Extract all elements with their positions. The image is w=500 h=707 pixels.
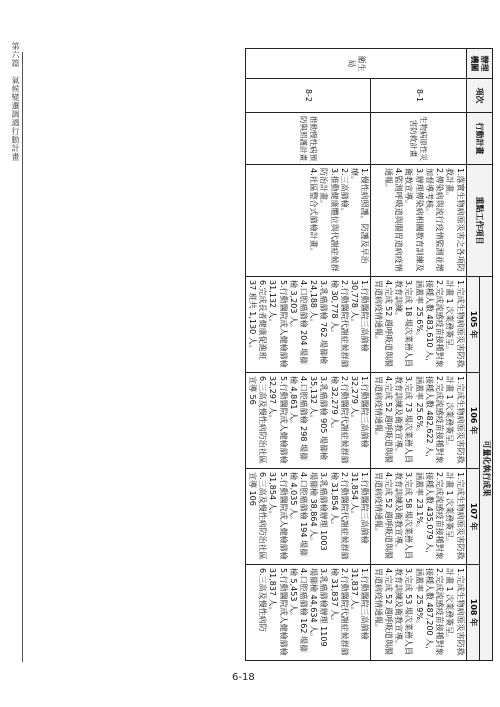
header-year-106: 106 年	[466, 373, 479, 469]
list-item: 6.三高及慢性病防治社區宣導 106	[247, 472, 268, 560]
list-item: 3.完成 58 場次業務人員教育訓練及衛教宣導。	[394, 472, 414, 559]
header-action-plan: 行動計畫	[466, 113, 492, 165]
list-item: 1.行動醫院三高篩檢 30,778 人。	[350, 280, 370, 352]
agency-cell: 衛生局	[245, 49, 466, 79]
result-108-cell	[245, 565, 371, 661]
list-item: 2.完成流感疫苗接種對象接種人數 487,200 人，涵蓋率 25.9%。	[414, 568, 445, 656]
key-work-cell	[371, 165, 466, 277]
result-105-cell	[245, 277, 371, 373]
list-item: 2.完成流感疫苗接種對象接種人數 435,079 人，涵蓋率 23.1%。	[414, 472, 445, 560]
list-item: 4.口腔癌篩檢 162 場篩檢 5,453 人。	[288, 568, 309, 652]
item-no-cell: 8-2	[245, 79, 371, 113]
list-item: 2.傳染病與流行疫情監測並增加督導考核。	[424, 168, 445, 272]
table-row-8-1	[371, 49, 466, 661]
result-106-cell	[371, 373, 466, 469]
list-item: 3.乳癌篩檢 905 場篩檢 35,132 人。	[309, 376, 329, 460]
list-item: 3.乳癌篩檢辦理 1109 場篩檢 44,634 人。	[309, 568, 329, 647]
list-item: 2.行動醫院代謝症候群篩檢 30,778 人。	[329, 280, 349, 368]
header-item-no: 項次	[466, 79, 492, 113]
list-item: 4.口腔癌篩檢 298 場篩檢 4,861 人。	[288, 376, 309, 460]
header-agency: 辦理機關	[466, 49, 492, 79]
list-item: 1.慢性病照護，防護及早治療。	[350, 168, 370, 264]
list-item: 2.完成流感疫苗接種對象接種人數 483,610 人，涵蓋率 25.6%。	[414, 280, 445, 368]
result-107-cell	[371, 469, 466, 565]
list-item: 3.推動健康體位與代謝症候群防治計畫。	[319, 168, 339, 272]
list-item: 1.落實生物病原災害之各項防救計畫。	[445, 168, 465, 272]
list-item: 3.乳癌篩檢辦理 1003 場篩檢 38,864 人。	[309, 472, 329, 551]
list-item: 4.口腔癌篩檢 194 場篩檢 4,035 人。	[288, 472, 309, 556]
list-item: 1.完成生物病原災害防救計畫 1 次業務簽呈。	[445, 568, 465, 656]
list-item: 4.完成 52 週呼吸道與腸胃道病疫情通報。	[373, 568, 393, 655]
list-item: 4.口腔癌篩檢 204 場篩檢 3,203 人。	[288, 280, 309, 364]
list-item: 1.完成生物病原災害防救計畫 1 次業務簽呈。	[445, 472, 465, 560]
list-item: 4.完成 52 週呼吸道與腸胃道病疫情通報。	[373, 280, 393, 367]
result-106-cell	[245, 373, 371, 469]
list-item: 5.行動醫院成人健檢篩檢 31,132 人。	[268, 280, 288, 368]
header-year-105: 105 年	[466, 277, 479, 373]
list-item: 6.完成長者健康促進班 37 班共 1,130 人。	[247, 280, 268, 360]
list-item: 5.行動醫院成人健檢篩檢 32,297 人。	[268, 376, 288, 464]
result-108-cell	[371, 565, 466, 661]
key-work-cell	[245, 165, 371, 277]
list-item: 3.完成 73 場次業務人員教育訓練及衛教宣導。	[394, 376, 414, 463]
list-item: 1.完成生物病原災害防救計畫 1 次業務簽呈。	[445, 280, 465, 368]
list-item: 2.行動醫院代謝症候群篩檢 31,854 人。	[329, 472, 349, 560]
header-year-107: 107 年	[466, 469, 479, 565]
list-item: 2.三高篩檢。	[339, 168, 349, 216]
list-item: 5.行動醫院成人健檢篩檢 31,854 人。	[268, 472, 288, 560]
list-item: 3.辦理傳染病相關教育訓練及衛教宣導。	[404, 168, 424, 272]
rotated-table-frame	[46, 48, 493, 660]
result-107-cell	[245, 469, 371, 565]
running-head: 第六篇 氣候變遷調適行動計畫	[11, 42, 20, 161]
header-key-work: 重點工作項目	[466, 165, 492, 277]
header-year-108: 108 年	[466, 565, 479, 661]
list-item: 3.完成 18 場次業務人員教育訓練。	[394, 280, 414, 367]
header-row-1	[479, 49, 492, 661]
list-item: 1.行動醫院三高篩檢 32,279 人。	[350, 376, 370, 448]
action-plan-cell: 推動慢性病預防與照護計畫	[245, 113, 371, 165]
page-number: 6-18	[232, 672, 255, 683]
list-item: 4.社區整合式篩檢計畫。	[309, 168, 319, 256]
header-quantified-targets: 可量化執行成果	[479, 277, 492, 661]
list-item: 6.三高及慢性病防治社區宣導 56	[247, 376, 268, 464]
list-item: 4.完成 52 週呼吸道與腸胃道病疫情通報。	[373, 376, 393, 463]
list-item: 2.完成流感疫苗接種對象接種人數 482,622 人，涵蓋率 25.6%。	[414, 376, 445, 464]
list-item: 6.三高及慢性病防	[258, 568, 268, 632]
list-item: 2.行動醫院代謝症候群篩檢 32,279 人。	[329, 376, 349, 464]
action-plan-cell: 生物病原性災害防救計畫	[371, 113, 466, 165]
list-item: 5.行動醫院成人健檢篩檢 31,837 人。	[268, 568, 288, 656]
list-item: 4.監測呼吸道與腸胃道病疫情通報。	[383, 168, 404, 272]
action-plan-table	[245, 48, 493, 661]
list-item: 1.完成生物病原災害防救計畫 1 次業務簽呈。	[445, 376, 465, 464]
list-item: 4.完成 52 週呼吸道與腸胃道病疫情通報。	[373, 472, 393, 559]
list-item: 3.乳癌篩檢 762 場篩檢 24,188 人。	[309, 280, 329, 364]
item-no-cell: 8-1	[371, 79, 466, 113]
list-item: 2.行動醫院代謝症候群篩檢 31,837 人。	[329, 568, 349, 656]
result-105-cell	[371, 277, 466, 373]
running-head-rule	[22, 52, 23, 662]
list-item: 1.行動醫院三高篩檢 31,854 人。	[350, 472, 370, 544]
list-item: 1.行動醫院三高篩檢 31,837 人。	[350, 568, 370, 640]
list-item: 3.完成 53 場次業務人員教育訓練及衛教宣導。	[394, 568, 414, 655]
table-row-8-2	[245, 49, 371, 661]
